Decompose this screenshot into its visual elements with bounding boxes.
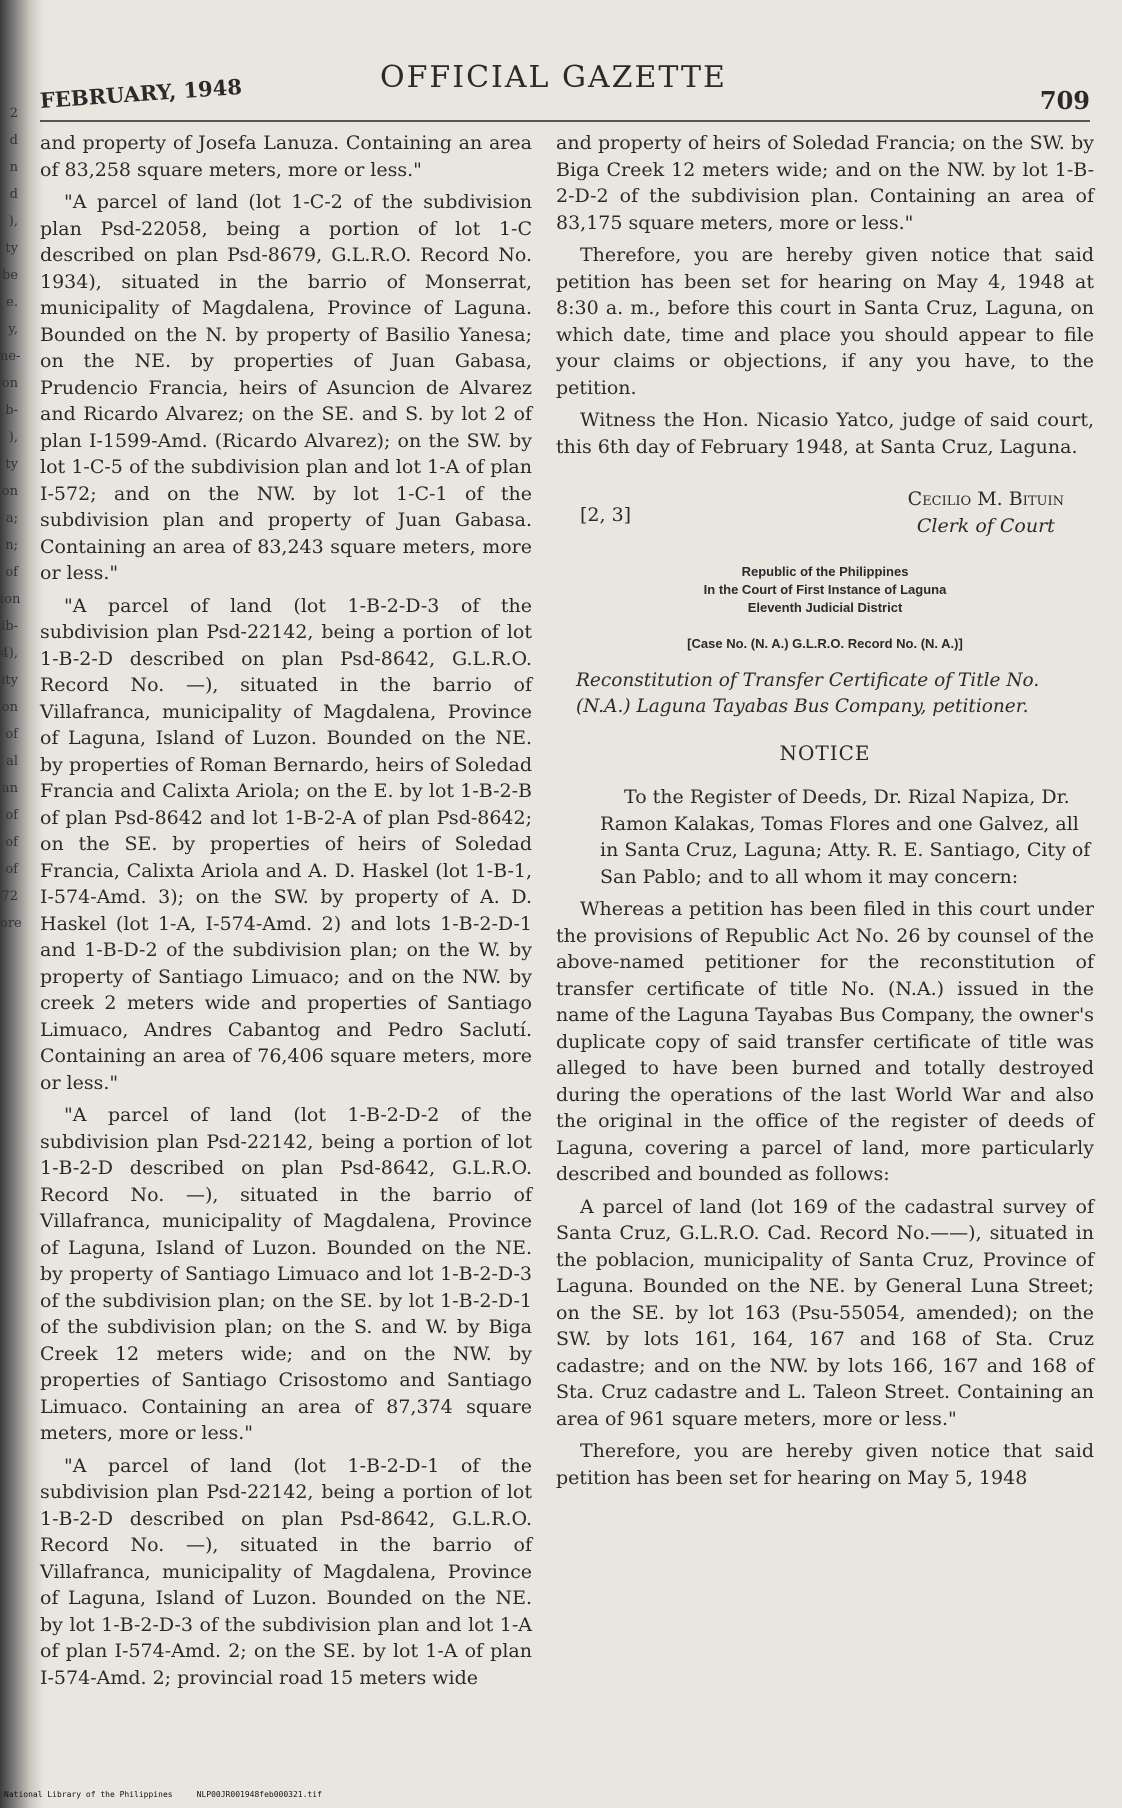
gutter-fragment: ty	[5, 241, 18, 256]
gutter-fragment: of	[5, 727, 18, 742]
gutter-fragment: ion	[0, 592, 21, 607]
gutter-fragment: ),	[8, 430, 18, 445]
gutter-fragment: ity	[1, 673, 18, 688]
gutter-fragment: on	[1, 376, 18, 391]
gutter-fragment: ib-	[1, 619, 18, 634]
gutter-fragment: y,	[8, 322, 18, 337]
paragraph: and property of Josefa Lanuza. Containing an area of 83,258 square meters, more or less."	[40, 132, 532, 181]
gutter-fragment: ore	[0, 916, 22, 931]
header-rule	[40, 120, 1090, 122]
clerk-title: Clerk of Court	[916, 514, 1055, 537]
addressee: To the Register of Deeds, Dr. Rizal Napiza, Dr. Ramon Kalakas, Tomas Flores and one Galvez, all in Santa Cruz, Laguna; Atty. R. E. Santiago, City of San Pablo; and to all whom it may concern:	[600, 786, 1091, 888]
gutter-fragment: d	[9, 187, 18, 202]
gutter-fragment: d	[9, 133, 18, 148]
paragraph: Witness the Hon. Nicasio Yatco, judge of said court, this 6th day of February 1948, at Santa Cruz, Laguna.	[556, 409, 1094, 458]
paragraph: "A parcel of land (lot 1-B-2-D-1 of the subdivision plan Psd-22142, being a portion of lot 1-B-2-D described on plan Psd-8642, G.L.R.O. Record No. —), situated in the barrio of Villafranca, municipality of Magdalena, Province of Laguna, Island of Luzon. Bounded on the NE. by lot 1-B-2-D-3 of the subdivision plan and lot 1-A of plan I-574-Amd. 2; on the SE. by lot 1-A of plan I-574-Amd. 2; provincial road 15 meters wide	[40, 1454, 532, 1689]
notice-title: NOTICE	[779, 740, 871, 765]
paragraph: "A parcel of land (lot 1-B-2-D-2 of the subdivision plan Psd-22142, being a portion of lot 1-B-2-D described on plan Psd-8642, G.L.R.O. Record No. —), situated in the barrio of Villafranca, municipality of Magdalena, Province of Laguna, Island of Luzon. Bounded on the NE. by property of Santiago Limuaco and lot 1-B-2-D-3 of the subdivision plan; on the SE. by lot 1-B-2-D-1 of the subdivision plan; on the S. and W. by Biga Creek 12 meters wide; and on the NW. by properties of Santiago Crisostomo and Santiago Limuaco. Containing an area of 87,374 square meters, more or less."	[40, 1104, 532, 1444]
gutter-fragment: a;	[5, 511, 18, 526]
signature-block	[556, 486, 1094, 539]
court-heading	[556, 563, 1094, 617]
district-line: Eleventh Judicial District	[747, 600, 903, 615]
gutter-fragment: n	[9, 160, 18, 175]
paragraph: Whereas a petition has been filed in this court under the provisions of Republic Act No. 26 by counsel of the above-named petitioner for the reconstitution of transfer certificate of title No. (N.A.) issued in the name of the Laguna Tayabas Bus Company, the owner's duplicate copy of said transfer certificate of title was alleged to have been burned and totally destroyed during the operations of the last World War and also the original in the office of the register of deeds of Laguna, covering a parcel of land, more particularly described and bounded as follows:	[556, 898, 1094, 1185]
scan-footer: National Library of the Philippines NLP00JR001948feb000321.tif	[4, 1790, 322, 1799]
page-number: 709	[1039, 86, 1090, 115]
right-column	[556, 130, 1094, 1497]
gutter-fragment: of	[5, 835, 18, 850]
gutter-fragment: b-	[5, 403, 18, 418]
paragraph: A parcel of land (lot 169 of the cadastral survey of Santa Cruz, G.L.R.O. Cad. Record No.——), situated in the poblacion, municipality of Santa Cruz, Province of Laguna. Bounded on the NE. by General Luna Street; on the SE. by lot 163 (Psu-55054, amended); on the SW. by lots 161, 164, 167 and 168 of Sta. Cruz cadastre; and on the NW. by lots 166, 167 and 168 of Sta. Cruz cadastre and L. Taleon Street. Containing an area of 961 square meters, more or less."	[556, 1195, 1094, 1430]
adjacent-page-margin	[0, 100, 22, 937]
left-column	[40, 130, 532, 1697]
gutter-fragment: on	[1, 700, 18, 715]
gutter-fragment: of	[5, 862, 18, 877]
gutter-fragment: on	[1, 484, 18, 499]
gutter-fragment: ne-	[0, 349, 21, 364]
gutter-fragment: of	[5, 565, 18, 580]
republic-line: Republic of the Philippines	[741, 564, 909, 579]
case-title: Reconstitution of Transfer Certificate of Title No. (N.A.) Laguna Tayabas Bus Company, petitioner.	[576, 669, 1040, 717]
gutter-fragment: an	[1, 781, 18, 796]
paragraph: and property of heirs of Soledad Francia; on the SW. by Biga Creek 12 meters wide; and on the NW. by lot 1-B-2-D-2 of the subdivision plan. Containing an area of 83,175 square meters, more or less."	[556, 132, 1094, 234]
gutter-fragment: of	[5, 808, 18, 823]
clerk-name: Cecilio M. Bituin	[907, 488, 1064, 510]
publication-title: OFFICIAL GAZETTE	[380, 60, 727, 95]
paragraph: "A parcel of land (lot 1-C-2 of the subdivision plan Psd-22058, being a portion of lot 1-C described on plan Psd-8679, G.L.R.O. Record No. 1934), situated in the barrio of Monserrat, municipality of Magdalena, Province of Laguna. Bounded on the N. by property of Basilio Yanesa; on the NE. by properties of Juan Gabasa, Prudencio Francia, heirs of Asuncion de Alvarez and Ricardo Alvarez; on the SE. and S. by lot 2 of plan I-1599-Amd. (Ricardo Alvarez); on the SW. by lot 1-C-5 of the subdivision plan and lot 1-A of plan I-572; and on the NW. by lot 1-C-1 of the subdivision plan and property of Juan Gabasa. Containing an area of 83,243 square meters, more or less."	[40, 191, 532, 584]
page-header	[40, 60, 1090, 120]
case-number: [Case No. (N. A.) G.L.R.O. Record No. (N. A.)]	[687, 636, 963, 651]
gutter-fragment: ty	[5, 457, 18, 472]
signatory	[908, 486, 1094, 539]
gutter-fragment: al	[6, 754, 18, 769]
gutter-fragment: 2	[9, 106, 18, 121]
gutter-fragment: be	[1, 268, 18, 283]
issue-reference: [2, 3]	[580, 504, 632, 526]
paragraph: Therefore, you are hereby given notice that said petition has been set for hearing on May 4, 1948 at 8:30 a. m., before this court in Santa Cruz, Laguna, on which date, time and place you should appear to file your claims or objections, if any you have, to the petition.	[556, 244, 1094, 399]
gutter-fragment: 72	[1, 889, 18, 904]
court-line: In the Court of First Instance of Laguna	[703, 582, 947, 597]
gutter-fragment: e.	[6, 295, 18, 310]
paragraph: "A parcel of land (lot 1-B-2-D-3 of the subdivision plan Psd-22142, being a portion of lot 1-B-2-D described on plan Psd-8642, G.L.R.O. Record No. —), situated in the barrio of Villafranca, municipality of Magdalena, Province of Laguna, Island of Luzon. Bounded on the NE. by properties of Roman Bernardo, heirs of Soledad Francia and Calixta Ariola; on the E. by lot 1-B-2-B of plan Psd-8642 and lot 1-B-2-A of plan Psd-8642; on the SE. by properties of heirs of Soledad Francia, Calixta Ariola and A. D. Haskel (lot 1-B-1, I-574-Amd. 3); on the SW. by property of A. D. Haskel (lot 1-A, I-574-Amd. 2) and lots 1-B-2-D-1 and 1-B-D-2 of the subdivision plan; on the W. by property of Santiago Limuaco; and on the NW. by creek 2 meters wide and properties of Santiago Limuaco, Andres Cabantog and Pedro Saclutí. Containing an area of 76,406 square meters, more or less."	[40, 594, 532, 1094]
gutter-fragment: n;	[5, 538, 18, 553]
header-date: FEBRUARY, 1948	[39, 73, 243, 113]
gutter-fragment: 4),	[0, 646, 18, 661]
gutter-fragment: ),	[8, 214, 18, 229]
paragraph: Therefore, you are hereby given notice that said petition has been set for hearing on May 5, 1948	[556, 1440, 1094, 1489]
